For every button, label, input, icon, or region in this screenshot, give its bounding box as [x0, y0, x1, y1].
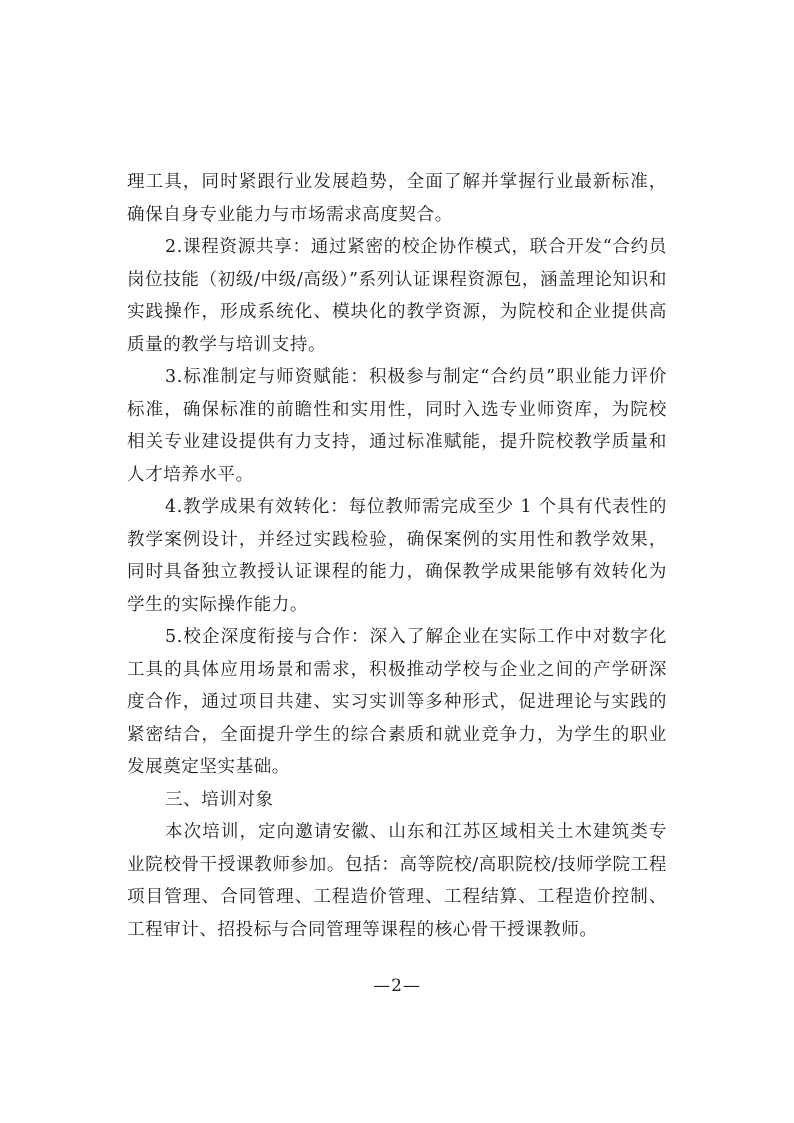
paragraph-school-enterprise: 5.校企深度衔接与合作：深入了解企业在实际工作中对数字化工具的具体应用场景和需求，积极推动学校与企业之间的产学研深度合作，通过项目共建、实习实训等多种形式，促进理论与实践的紧密结合，全面提升学生的综合素质和就业竞争力，为学生的职业发展奠定坚实基础。 [127, 627, 667, 777]
section-heading: 三、培训对象 [165, 789, 274, 810]
paragraph-standards: 3.标准制定与师资赋能：积极参与制定“合约员”职业能力评价标准，确保标准的前瞻性和实用性，同时入选专业师资库，为院校相关专业建设提供有力支持，通过标准赋能，提升院校教学质量和人才培养水平。 [127, 367, 667, 485]
paragraph-course-resources: 2.课程资源共享：通过紧密的校企协作模式，联合开发“合约员岗位技能（初级/中级/高级）”系列认证课程资源包，涵盖理论知识和实践操作，形成系统化、模块化的教学资源，为院校和企业提供高质量的教学与培训支持。 [127, 237, 667, 355]
page-number: —2— [373, 976, 421, 996]
paragraph-continuation: 理工具，同时紧跟行业发展趋势，全面了解并掌握行业最新标准，确保自身专业能力与市场需求高度契合。 [127, 172, 667, 225]
paragraph-teaching-results: 4.教学成果有效转化：每位教师需完成至少 1 个具有代表性的教学案例设计，并经过实践检验，确保案例的实用性和教学效果，同时具备独立教授认证课程的能力，确保教学成果能够有效转化为学生的实际操作能力。 [127, 497, 667, 615]
document-body [127, 166, 667, 946]
paragraph-training-target: 本次培训，定向邀请安徽、山东和江苏区域相关土木建筑类专业院校骨干授课教师参加。包括：高等院校/高职院校/技师学院工程项目管理、合同管理、工程造价管理、工程结算、工程造价控制、工程审计、招投标与合同管理等课程的核心骨干授课教师。 [127, 822, 667, 940]
